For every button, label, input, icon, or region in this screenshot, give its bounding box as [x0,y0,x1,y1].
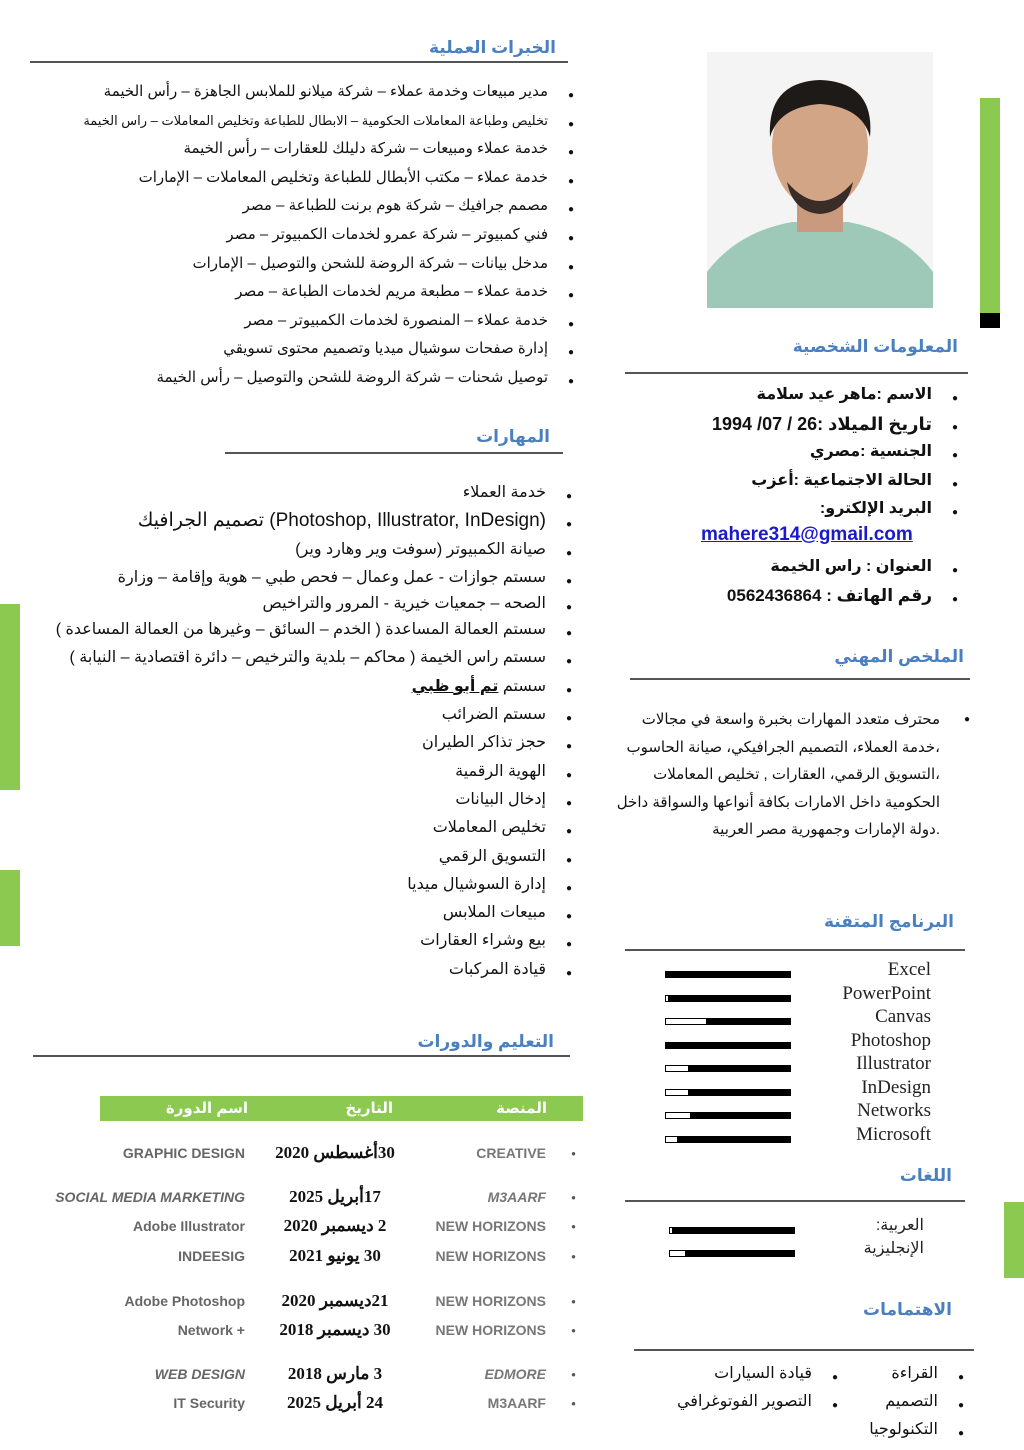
personal-marital: ● الحالة الاجتماعية :أعزب [712,467,958,496]
interest-item: ● التكنولوجيا [869,1416,964,1444]
row-platform: M3AARF [487,1189,546,1205]
row-bullet: ● [571,1326,576,1335]
skills-heading: المهارات [476,427,550,446]
experience-item: ● توصيل شحنات – شركة الروضة للشحن والتوصيل – رأس الخيمة [83,364,574,393]
skills-divider [225,452,563,454]
experience-item: ● خدمة عملاء – مطبعة مريم لخدمات الطباعة – مصر [83,278,574,307]
education-row [0,1366,590,1386]
experience-item: ● خدمة عملاء – المنصورة لخدمات الكمبيوتر – مصر [83,307,574,336]
row-course: INDEESIG [178,1248,245,1264]
software-label: InDesign [861,1076,931,1098]
education-row [0,1322,590,1342]
decor-bar-right-bottom [1004,1202,1024,1278]
education-row [0,1189,590,1209]
experience-item: ● مصمم جرافيك – شركة هوم برنت للطباعة – مصر [83,192,574,221]
language-label: :العربية [875,1217,924,1234]
decor-bar-right-top [980,98,1000,314]
skill-item: ● الهوية الرقمية [56,758,572,786]
personal-phone: ● رقم الهاتف : 0562436864 [727,582,958,611]
interests-col-2 [677,1360,838,1416]
software-level-bar [665,1136,791,1143]
software-label: Microsoft [856,1123,931,1145]
personal-list [712,381,958,524]
row-date: 21ديسمبر 2020 [281,1291,389,1310]
header-course: اسم الدورة [165,1100,248,1117]
row-course: WEB DESIGN [154,1366,245,1382]
software-level-bar [665,1042,791,1049]
skill-item: ● حجز تذاكر الطيران [56,729,572,757]
decor-block-black [980,313,1000,328]
row-platform: CREATIVE [476,1145,546,1161]
experience-item: ● فني كمبيوتر – شركة عمرو لخدمات الكمبيوتر – مصر [83,221,574,250]
row-course: IT Security [173,1395,245,1411]
row-bullet: ● [571,1370,576,1379]
languages-heading: اللغات [899,1166,952,1185]
row-bullet: ● [571,1252,576,1261]
email-link[interactable]: mahere314@gmail.com [701,524,913,545]
language-label: الإنجليزية [863,1240,924,1257]
software-heading: البرنامج المتقنة [823,912,954,931]
summary-heading: الملخص المهني [834,647,964,666]
personal-divider [625,372,968,374]
row-date: 2 ديسمبر 2020 [283,1216,387,1235]
software-level-fill [690,1113,790,1118]
personal-heading: المعلومات الشخصية [792,337,958,356]
row-date: 24 أبريل 2025 [287,1393,383,1412]
row-platform: NEW HORIZONS [435,1293,546,1309]
summary-line: الحكومية داخل الامارات بكافة أنواعها والسواقة داخل [616,793,940,811]
skill-item: ● إدارة السوشيال ميديا [56,871,572,899]
software-level-bar [665,1112,791,1119]
software-label: PowerPoint [842,982,931,1004]
skill-item-underlined: تم أبو ظبي [411,677,499,695]
row-bullet: ● [571,1222,576,1231]
row-date: 3 مارس 2018 [287,1364,383,1383]
personal-email-label: ● البريد الإلكترو: [712,495,958,524]
software-level-fill [666,972,790,977]
software-divider [625,949,965,951]
summary-line: ،خدمة العملاء، التصميم الجرافيكي، صيانة الحاسوب [626,738,940,756]
skill-item: ● إدخال البيانات [56,786,572,814]
education-row [0,1145,590,1165]
row-bullet: ● [571,1193,576,1202]
interests-heading: الاهتمامات [863,1300,952,1319]
language-level-fill [672,1228,794,1233]
skills-list [56,479,572,984]
experience-heading: الخبرات العملية [428,38,556,57]
interest-item: ● قيادة السيارات [677,1360,838,1388]
row-course: Adobe Photoshop [124,1293,245,1309]
experience-item: ● تخليص وطباعة المعاملات الحكومية – الابطال للطباعة وتخليص المعاملات – راس الخيمة [83,107,574,136]
row-bullet: ● [571,1149,576,1158]
language-level-fill [685,1251,794,1256]
software-level-fill [668,996,790,1001]
skill-item: ● تخليص المعاملات [56,814,572,842]
software-level-fill [688,1066,790,1071]
interests-col-1 [869,1360,964,1444]
summary-bullet: ● [963,714,970,725]
interest-item: ● القراءة [869,1360,964,1388]
interests-divider [634,1349,974,1351]
software-label: Excel [887,959,931,980]
personal-nationality: ● الجنسية :مصري [712,438,958,467]
skill-item: ● مبيعات الملابس [56,899,572,927]
education-heading: التعليم والدورات [417,1032,554,1051]
experience-divider [30,61,568,63]
decor-bar-left-2 [0,870,20,946]
software-level-fill [688,1090,790,1095]
skill-item: ● قيادة المركبات [56,956,572,984]
education-row [0,1218,590,1238]
software-level-bar [665,971,791,978]
row-course: Network + [177,1322,245,1338]
experience-item: ● خدمة عملاء ومبيعات – شركة دليلك للعقارات – رأس الخيمة [83,135,574,164]
skill-item: ● سستم جوازات - عمل وعمال – فحص طبي – هوية وإقامة – وزارة [56,564,572,592]
education-divider [33,1055,570,1057]
row-date: 30أغسطس 2020 [275,1143,395,1162]
skill-item: ● سستم راس الخيمة ( محاكم – بلدية والترخيص – دائرة اقتصادية – النيابة ) [56,644,572,672]
row-course: Adobe Illustrator [132,1218,245,1234]
row-platform: NEW HORIZONS [435,1248,546,1264]
experience-item: ● خدمة عملاء – مكتب الأبطال للطباعة وتخليص المعاملات – الإمارات [83,164,574,193]
decor-bar-left-1 [0,604,20,790]
interest-item: ● التصوير الفوتوغرافي [677,1388,838,1416]
summary-line: .دولة الإمارات وجمهورية مصر العربية [712,821,940,838]
experience-item: ● مدخل بيانات – شركة الروضة للشحن والتوصيل – الإمارات [83,250,574,279]
language-level-bar [669,1250,795,1257]
header-platform: المنصة [496,1100,547,1117]
experience-item: ● إدارة صفحات سوشيال ميديا وتصميم محتوى تسويقي [83,335,574,364]
software-level-fill [677,1137,790,1142]
summary-line: ،التسويق الرقمي، العقارات , تخليص المعاملات [653,766,940,783]
skill-item-cont: ● الصحه – جمعيات خيرية - المرور والتراخيص [56,592,572,616]
row-course: SOCIAL MEDIA MARKETING [55,1189,245,1205]
software-level-bar [665,1089,791,1096]
row-date: 30 يونيو 2021 [289,1246,381,1265]
personal-list-2 [727,553,958,610]
software-label: Illustrator [856,1053,931,1074]
skill-item: ● بيع وشراء العقارات [56,927,572,955]
skill-item [56,673,572,701]
software-label: Networks [857,1100,931,1121]
personal-name: ● الاسم :ماهر عيد سلامة [712,381,958,410]
education-row [0,1293,590,1313]
skill-item-label: سستم [502,677,546,695]
interest-item: ● التصميم [869,1388,964,1416]
summary-text [580,706,970,844]
row-bullet: ● [571,1297,576,1306]
software-level-fill [706,1019,790,1024]
personal-birthdate: ● تاريخ الميلاد :26 / 07/ 1994 [712,410,958,439]
software-level-bar [665,1065,791,1072]
skill-item: ● صيانة الكمبيوتر (سوفت وير وهارد وير) [56,536,572,564]
software-label: Photoshop [850,1029,931,1051]
row-bullet: ● [571,1399,576,1408]
personal-address: ● العنوان : راس الخيمة [727,553,958,582]
experience-item: ● مدير مبيعات وخدمة عملاء – شركة ميلانو للملابس الجاهزة – رأس الخيمة [83,78,574,107]
software-level-bar [665,1018,791,1025]
row-platform: NEW HORIZONS [435,1322,546,1338]
languages-divider [625,1200,965,1202]
skill-item: ● خدمة العملاء [56,479,572,507]
header-date: التاريخ [345,1100,393,1117]
row-date: 30 ديسمبر 2018 [279,1320,391,1339]
summary-divider [630,678,970,680]
software-level-bar [665,995,791,1002]
row-platform: EDMORE [484,1366,546,1382]
skill-item: ● سستم العمالة المساعدة ( الخدم – السائق – وغيرها من العمالة المساعدة ) [56,616,572,644]
software-label: Canvas [875,1006,931,1027]
education-row [0,1248,590,1268]
skill-item: ● التسويق الرقمي [56,843,572,871]
row-course: GRAPHIC DESIGN [122,1145,245,1161]
row-date: 17أبريل 2025 [289,1187,381,1206]
row-platform: NEW HORIZONS [435,1218,546,1234]
summary-line: محترف متعدد المهارات بخبرة واسعة في مجالات [641,711,940,728]
experience-list [83,78,574,393]
skill-item: ● سستم الضرائب [56,701,572,729]
education-row [0,1395,590,1415]
software-level-fill [666,1043,790,1048]
education-table-header [100,1096,583,1121]
profile-photo [707,52,933,308]
language-level-bar [669,1227,795,1234]
skill-item: ● (Photoshop, Illustrator, InDesign) تصميم الجرافيك [56,507,572,535]
row-platform: M3AARF [487,1395,546,1411]
